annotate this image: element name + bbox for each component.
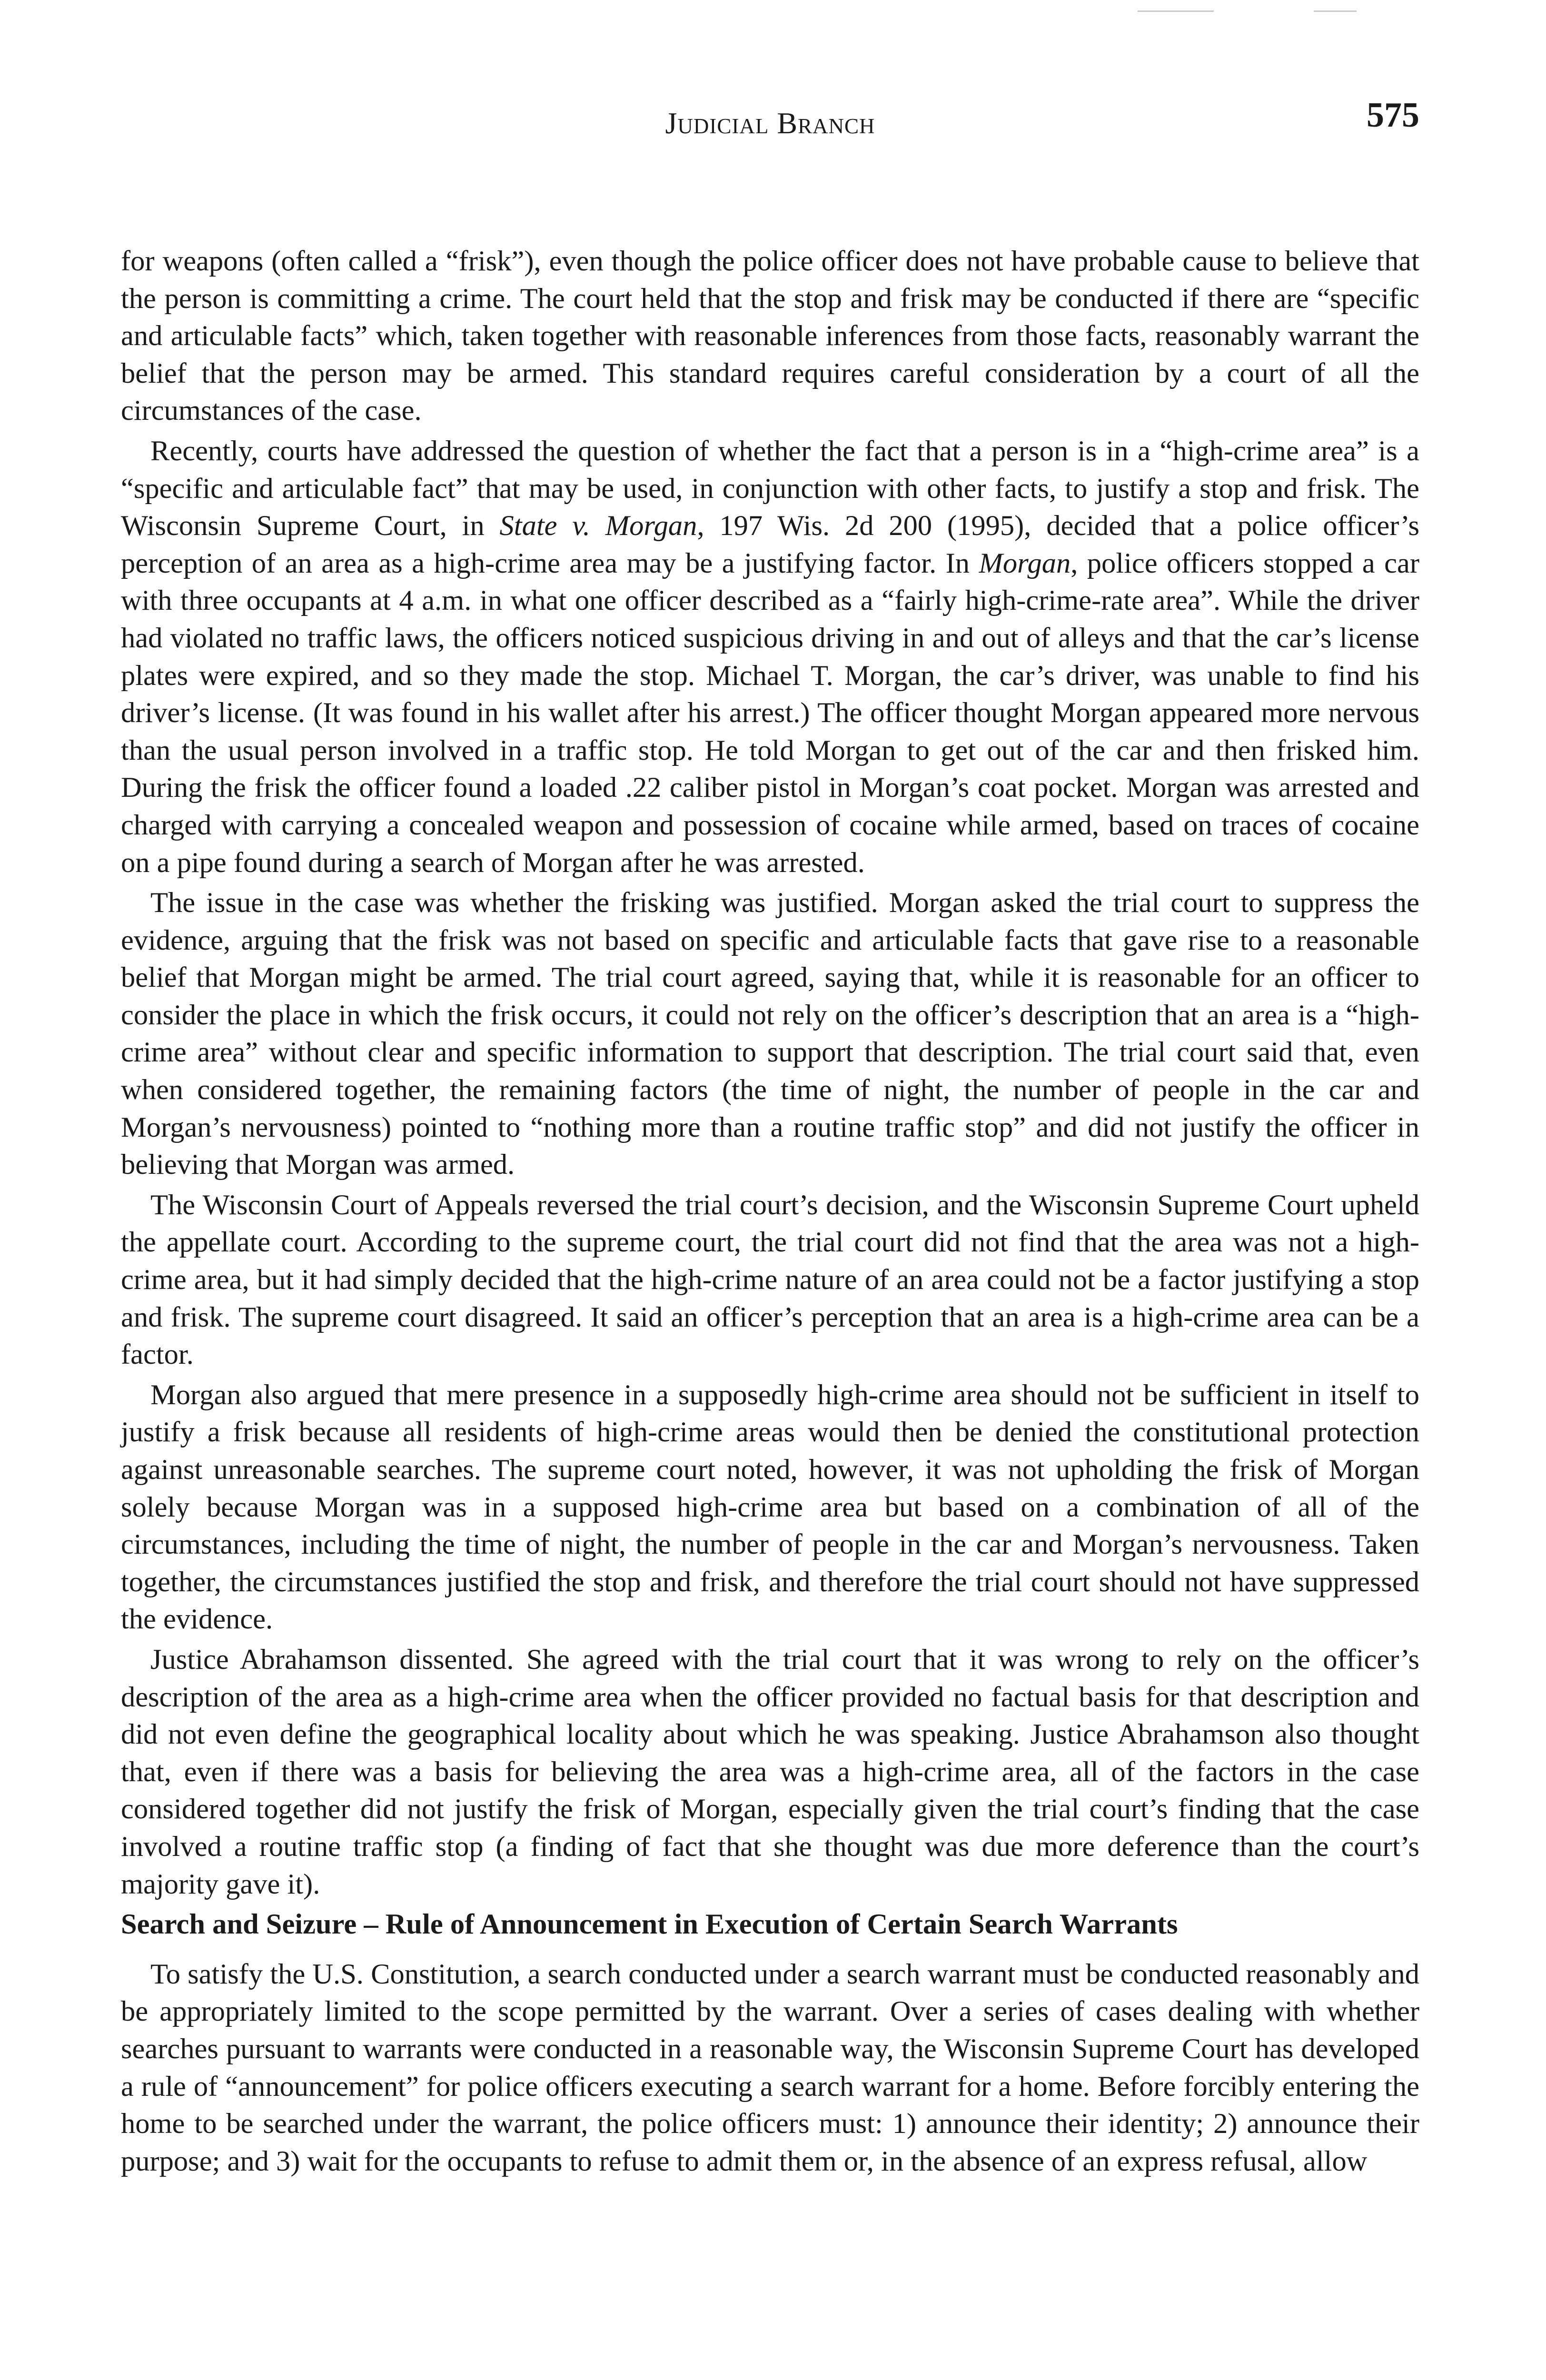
running-title: Judicial Branch (665, 106, 875, 140)
section-heading: Search and Seizure – Rule of Announcement in Execution of Certain Search Warrants (121, 1908, 1178, 1941)
paragraph-announcement-rule: To satisfy the U.S. Constitution, a search conducted under a search warrant must be conducted reasonably and be appropriately limited to the scope permitted by the warrant. Over a series of cases dealing with whether searches pursuant to warrants were conducted in a reasonable way, the Wisconsin Supreme Court has developed a rule of “announcement” for police officers executing a search warrant for a home. Before forcibly entering the home to be searched under the warrant, the police officers must: 1) announce their identity; 2) announce their purpose; and 3) wait for the occupants to refuse to admit them or, in the absence of an express refusal, allow (121, 1958, 1419, 2177)
paragraph-appeals: The Wisconsin Court of Appeals reversed the trial court’s decision, and the Wisconsin Supreme Court upheld the appellate court. According to the supreme court, the trial court did not find that the area was not a high-crime area, but it had simply decided that the high-crime nature of an area could not be a factor justifying a stop and frisk. The supreme court disagreed. It said an officer’s perception that an area is a high-crime area can be a factor. (121, 1189, 1419, 1371)
body-text (121, 243, 1419, 2180)
case-citation-short: Morgan (979, 547, 1071, 579)
paragraph-text: , police officers stopped a car with three occupants at 4 a.m. in what one officer described as a “fairly high-crime-rate area”. While the driver had violated no traffic laws, the officers noticed suspicious driving in and out of alleys and that the car’s license plates were expired, and so they made the stop. Michael T. Morgan, the car’s driver, was unable to find his driver’s license. (It was found in his wallet after his arrest.) The officer thought Morgan appeared more nervous than the usual person involved in a traffic stop. He told Morgan to get out of the car and then frisked him. During the frisk the officer found a loaded .22 caliber pistol in Morgan’s coat pocket. Morgan was arrested and charged with carrying a concealed weapon and possession of cocaine while armed, based on traces of cocaine on a pipe found during a search of Morgan after he was arrested. (121, 547, 1419, 879)
paragraph-argument: Morgan also argued that mere presence in a supposedly high-crime area should not be sufficient in itself to justify a frisk because all residents of high-crime areas would then be denied the constitutional protection against unreasonable searches. The supreme court noted, however, it was not upholding the frisk of Morgan solely because Morgan was in a supposed high-crime area but based on a combination of all of the circumstances, including the time of night, the number of people in the car and Morgan’s nervousness. Taken together, the circumstances justified the stop and frisk, and therefore the trial court should not have suppressed the evidence. (121, 1378, 1419, 1636)
paragraph-continuation: for weapons (often called a “frisk”), even though the police officer does not have probable cause to believe that the person is committing a crime. The court held that the stop and frisk may be conducted if there are “specific and articulable facts” which, taken together with reasonable inferences from those facts, reasonably warrant the belief that the person may be armed. This standard requires careful consideration by a court of all the circumstances of the case. (121, 245, 1419, 427)
paragraph-morgan-case (121, 433, 1419, 882)
page-number: 575 (1367, 96, 1419, 135)
scan-artifact-mark (1138, 10, 1214, 12)
paragraph-text: Recently, courts have addressed the question of whether the fact that a person is in a “high-crime area” is a “specific and articulable fact” that may be used, in conjunction with other facts, to justify a stop and frisk. The Wisconsin Supreme Court, in (121, 435, 1419, 542)
paragraph-dissent: Justice Abrahamson dissented. She agreed with the trial court that it was wrong to rely on the officer’s description of the area as a high-crime area when the officer provided no factual basis for that description and did not even define the geographical locality about which he was speaking. Justice Abrahamson also thought that, even if there was a basis for believing the area was a high-crime area, all of the factors in the case considered together did not justify the frisk of Morgan, especially given the trial court’s finding that the case involved a routine traffic stop (a finding of fact that she thought was due more deference than the court’s majority gave it). (121, 1643, 1419, 1900)
running-head (121, 95, 1419, 148)
paragraph-issue: The issue in the case was whether the frisking was justified. Morgan asked the trial court to suppress the evidence, arguing that the frisk was not based on specific and articulable facts that gave rise to a reasonable belief that Morgan might be armed. The trial court agreed, saying that, while it is reasonable for an officer to consider the place in which the frisk occurs, it could not rely on the officer’s description that an area is a “high-crime area” without clear and specific information to support that description. The trial court said that, even when considered together, the remaining factors (the time of night, the number of people in the car and Morgan’s nervousness) pointed to “nothing more than a routine traffic stop” and did not justify the officer in believing that Morgan was armed. (121, 887, 1419, 1181)
case-citation: State v. Morgan (499, 510, 697, 542)
book-page (121, 95, 1419, 2183)
paragraph-text: , 197 Wis. 2d 200 (1995), decided that a police officer’s perception of an area as a high-crime area may be a justifying factor. In (121, 510, 1419, 579)
scan-artifact-mark (1314, 10, 1357, 12)
